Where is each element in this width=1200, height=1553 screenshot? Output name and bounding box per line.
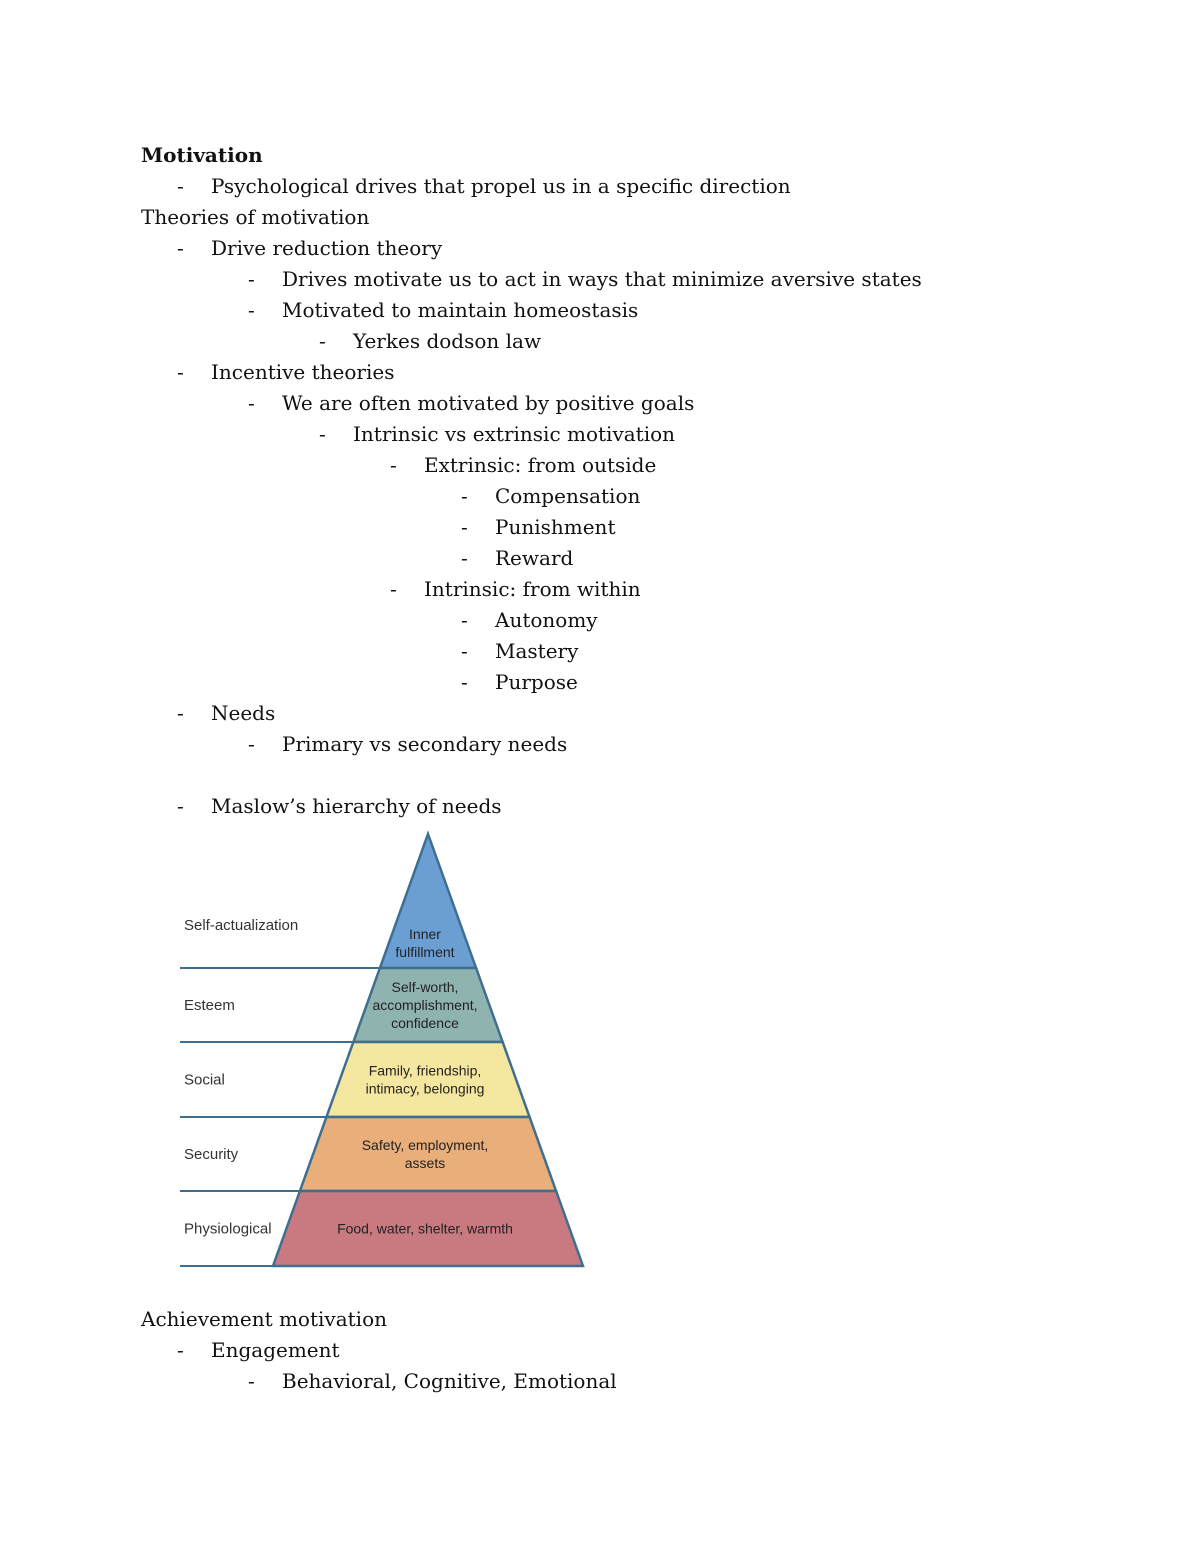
section-heading: Theories of motivation [141,205,370,229]
page-title: Motivation [141,143,263,167]
pyramid-level-description: confidence [391,1015,459,1031]
section-heading: Achievement motivation [141,1307,387,1331]
pyramid-band-security [300,1117,556,1191]
maslow-pyramid-figure [170,828,600,1278]
pyramid-level-label: Social [184,1071,225,1089]
pyramid-level-description: intimacy, belonging [365,1080,485,1097]
pyramid-level-description: Safety, employment, [361,1137,489,1153]
pyramid-level-description: assets [404,1155,446,1171]
document-page: Motivation - Psychological drives that propel us in a specific direction Theories of motivation - Drive reduction theory - Drives motivate us to act in ways that minimize aversive states - Motivated to maintain homeostasis - Yerkes dodson law - Incentive theories - We are often motivated by positive goals - Intrinsic vs extrinsic motivation - Extrinsic: from outside - Compensation - Punishment - Reward - Intrinsic: from within - Autonomy - Mastery - Purpose - Needs - Primary vs secondary needs - Maslow’s hierarchy of needs Self-actualization Inner fulfillment Esteem Self-worth, accomplishment, confidence Social Family, friendship, intimacy, belonging Security Safety, employment, assets Physiological Food, water, shelter, warmth Achievement motivation - Engagement - Behavioral, Cognitive, Emotional [0,0,1200,1553]
pyramid-level-label: Security [184,1146,239,1163]
pyramid-level-label: Esteem [184,997,235,1014]
pyramid-band-social [326,1042,529,1117]
pyramid-level-label: Self-actualization [184,917,299,934]
pyramid-level-description: fulfillment [395,944,455,960]
pyramid-level-description: Family, friendship, [368,1062,482,1079]
pyramid-level-description: Food, water, shelter, warmth [337,1220,513,1237]
pyramid-level-description: accomplishment, [372,997,478,1013]
pyramid-level-description: Inner [409,926,441,942]
pyramid-level-label: Physiological [184,1220,272,1238]
pyramid-level-description: Self-worth, [391,979,459,995]
bullet-dash: - [177,174,184,198]
